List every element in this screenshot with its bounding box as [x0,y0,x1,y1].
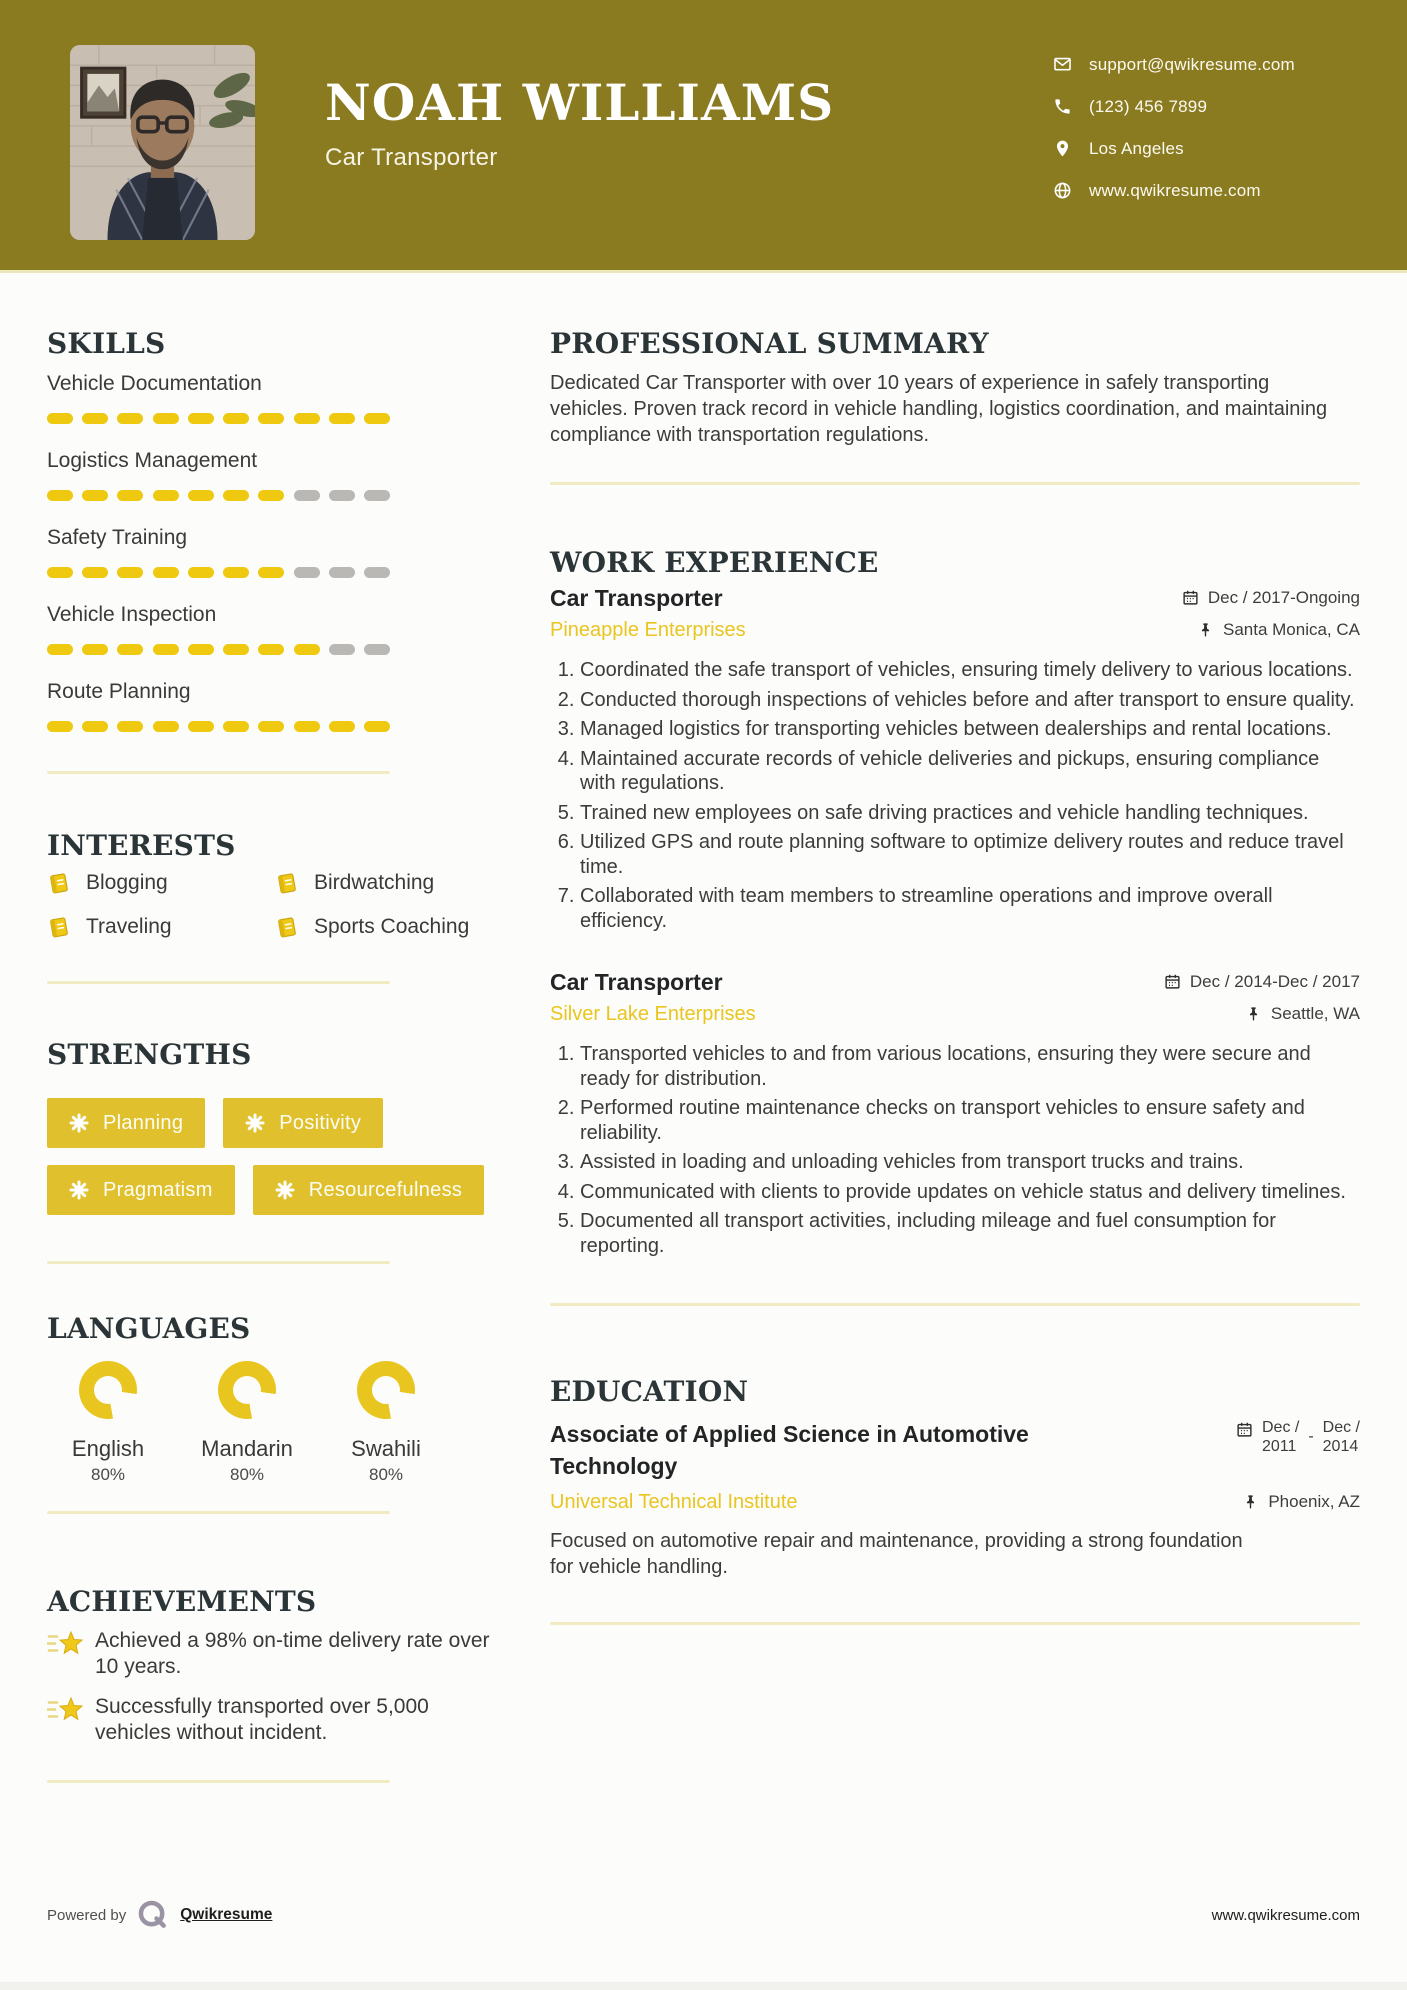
strength-label: Resourcefulness [308,1178,463,1201]
starburst-icon [275,1180,295,1200]
section-divider [47,771,390,774]
section-divider [47,981,390,984]
job-dates [1164,972,1360,992]
contact-phone[interactable] [1053,96,1295,117]
language-item [186,1361,308,1485]
starburst-icon [69,1180,89,1200]
sidebar-column [47,327,490,1783]
skill-item [47,526,390,578]
donut-hole [372,1376,400,1404]
section-divider [47,1261,390,1264]
language-donut-chart [218,1361,276,1419]
skills-section [47,328,390,732]
language-name: Swahili [351,1436,421,1461]
languages-heading: LANGUAGES [47,1312,251,1345]
job-bullet: 2. Performed routine maintenance checks on transport vehicles to ensure safety and reliability. [580,1096,1360,1145]
contact-phone-text: (123) 456 7899 [1089,96,1208,116]
skill-dash [364,644,390,655]
skill-dash [153,567,179,578]
education-location [1242,1492,1360,1512]
shooting-star-icon [47,1630,83,1657]
interests-list [47,870,507,940]
job-bullet: 3. Assisted in loading and unloading vehicles from transport trucks and trains. [580,1150,1360,1175]
book-icon [275,916,298,939]
pushpin-icon [1245,1006,1262,1023]
job-bullet: 5. Trained new employees on safe driving practices and vehicle handling techniques. [580,801,1360,826]
skill-item [47,372,390,424]
skill-dash [294,413,320,424]
institution-name: Universal Technical Institute [550,1491,798,1513]
skill-dash [258,567,284,578]
donut-hole [233,1376,261,1404]
book-icon [275,872,298,895]
job-bullet: 6. Utilized GPS and route planning software to optimize delivery routes and reduce travel time. [580,830,1360,879]
pushpin-icon [1242,1494,1259,1511]
skill-dash [117,644,143,655]
skill-dash [117,567,143,578]
shooting-star-icon [47,1696,83,1723]
job-bullet: 4. Maintained accurate records of vehicle deliveries and pickups, ensuring compliance with regulations. [580,747,1360,796]
globe-icon [1053,181,1072,200]
skill-dash [47,721,73,732]
education-date-to: Dec / [1322,1419,1360,1436]
powered-by-label: Powered by [47,1906,127,1924]
job-location [1197,620,1360,640]
job-location-text: Santa Monica, CA [1222,620,1360,639]
job-location [1245,1004,1360,1024]
strength-badge [47,1165,235,1215]
work-experience-section [550,547,1360,1306]
skill-dash [329,413,355,424]
skill-label: Vehicle Documentation [47,372,262,395]
education-date-from: Dec / [1261,1419,1300,1436]
skill-dash [258,413,284,424]
job-bullet-list [550,658,1360,933]
strengths-heading: STRENGTHS [47,1038,252,1071]
summary-section [550,328,1360,485]
skill-dash [329,567,355,578]
skill-dash [364,721,390,732]
achievement-item [47,1694,502,1746]
skill-dash [223,721,249,732]
interest-item [275,870,507,896]
skill-dash [258,490,284,501]
skill-level-bar [47,644,390,655]
job-bullet: 2. Conducted thorough inspections of vehicles before and after transport to ensure quality. [580,688,1360,713]
contact-website[interactable] [1053,180,1295,201]
skill-dash [294,567,320,578]
language-percent: 80% [90,1465,126,1484]
skill-dash [223,490,249,501]
degree-title: Associate of Applied Science in Automotive Technology [550,1421,1029,1479]
skill-dash [153,644,179,655]
job-title: Car Transporter [550,585,723,611]
achievement-item [47,1628,502,1680]
job-dates [1182,588,1360,608]
skill-label: Safety Training [47,526,188,549]
person-title: Car Transporter [325,144,498,171]
section-divider [550,1303,1360,1306]
job-bullet: 7. Collaborated with team members to streamline operations and improve overall efficiency. [580,884,1360,933]
strength-badge [253,1165,484,1215]
skill-dash [329,721,355,732]
skill-dash [329,644,355,655]
strengths-list [47,1098,517,1215]
skill-dash [364,567,390,578]
skill-dash [117,490,143,501]
phone-icon [1053,97,1072,116]
language-item [47,1361,169,1485]
skill-item [47,680,390,732]
skill-dash [223,567,249,578]
skill-label: Logistics Management [47,449,258,472]
skill-dash [47,413,73,424]
donut-hole [94,1376,122,1404]
qwikresume-logo-icon [136,1898,170,1932]
language-item [325,1361,447,1485]
interest-label: Birdwatching [314,871,435,894]
skill-dash [188,567,214,578]
job-bullet: 1. Coordinated the safe transport of vehicles, ensuring timely delivery to various locations. [580,658,1360,683]
achievement-text: Achieved a 98% on-time delivery rate over 10 years. [95,1629,490,1678]
company-name: Silver Lake Enterprises [550,1003,756,1025]
education-location-text: Phoenix, AZ [1268,1492,1360,1511]
interest-item [47,870,275,896]
languages-section [47,1261,421,1485]
page-bottom-edge [0,1982,1407,1990]
company-name: Pineapple Enterprises [550,619,746,641]
calendar-icon [1182,589,1199,606]
skill-level-bar [47,413,390,424]
pushpin-icon [1197,622,1214,639]
education-dates [1236,1418,1360,1482]
calendar-icon [1164,973,1181,990]
education-section [550,1376,1360,1625]
job-bullet: 4. Communicated with clients to provide updates on vehicle status and delivery timelines. [580,1180,1360,1205]
skill-dash [258,721,284,732]
skill-dash [294,644,320,655]
contact-location-text: Los Angeles [1089,138,1184,158]
footer [47,1898,1360,1932]
main-column [550,328,1360,1625]
contact-list [1053,54,1295,201]
language-name: Mandarin [201,1436,293,1461]
interests-section [47,771,470,940]
section-divider [47,1511,390,1514]
job-dates-text: Dec / 2014-Dec / 2017 [1189,971,1360,991]
interest-item [47,914,275,940]
footer-website-link[interactable]: www.qwikresume.com [1211,1906,1360,1924]
skill-level-bar [47,490,390,501]
skill-dash [364,413,390,424]
job-bullet: 1. Transported vehicles to and from various locations, ensuring they were secure and ready for distribution. [580,1042,1360,1091]
job-bullet-list [550,1042,1360,1258]
skill-dash [47,567,73,578]
skill-dash [223,413,249,424]
work-experience-heading: WORK EXPERIENCE [550,546,879,579]
skill-dash [82,490,108,501]
interest-label: Sports Coaching [314,915,470,938]
identity-block [325,73,835,172]
contact-location [1053,138,1295,159]
language-donut-chart [79,1361,137,1419]
achievements-section [47,1511,490,1783]
starburst-icon [69,1113,89,1133]
skill-dash [117,413,143,424]
achievements-heading: ACHIEVEMENTS [47,1585,317,1618]
book-icon [47,872,70,895]
job-entry [550,969,1360,1258]
strength-label: Planning [103,1111,184,1134]
language-name: English [71,1436,145,1461]
summary-heading: PROFESSIONAL SUMMARY [550,327,989,360]
skill-dash [188,413,214,424]
qwikresume-brand-link[interactable]: Qwikresume [180,1906,273,1923]
skill-dash [188,644,214,655]
location-icon [1053,139,1072,158]
contact-email-text: support@qwikresume.com [1089,54,1295,74]
job-title: Car Transporter [550,969,723,995]
header-band [0,0,1407,273]
skill-label: Route Planning [47,680,191,703]
interests-heading: INTERESTS [47,829,236,862]
skill-dash [47,644,73,655]
book-icon [47,916,70,939]
skill-item [47,603,390,655]
skill-level-bar [47,721,390,732]
email-icon [1053,55,1072,74]
skill-dash [294,721,320,732]
language-percent: 80% [368,1465,404,1484]
education-date-to-year: 2014 [1322,1438,1359,1455]
starburst-icon [245,1113,265,1133]
skill-dash [188,721,214,732]
strength-label: Positivity [279,1111,362,1134]
skill-dash [82,721,108,732]
section-divider [550,1622,1360,1625]
summary-text: Dedicated Car Transporter with over 10 years of experience in safely transporting vehicles. Proven track record in vehicle handling, logistics coordination, and maintaining compliance with transportation regulations. [550,372,1328,446]
skill-dash [153,490,179,501]
education-date-separator: - [1308,1428,1314,1445]
skill-dash [47,490,73,501]
skill-dash [188,490,214,501]
skill-dash [82,413,108,424]
skill-dash [294,490,320,501]
person-name: NOAH WILLIAMS [325,73,835,132]
skill-dash [223,644,249,655]
job-bullet: 5. Documented all transport activities, including mileage and fuel consumption for reporting. [580,1209,1360,1258]
skill-level-bar [47,567,390,578]
section-divider [47,1780,390,1783]
interest-item [275,914,507,940]
language-percent: 80% [229,1465,265,1484]
profile-photo [70,45,255,240]
skill-dash [153,413,179,424]
skill-item [47,449,390,501]
skills-heading: SKILLS [47,327,166,360]
strength-badge [223,1098,383,1148]
skill-dash [82,567,108,578]
achievement-text: Successfully transported over 5,000 vehicles without incident. [95,1695,429,1744]
job-bullet: 3. Managed logistics for transporting vehicles between dealerships and rental locations. [580,717,1360,742]
interest-label: Blogging [86,871,168,894]
contact-email[interactable] [1053,54,1295,75]
interest-label: Traveling [86,915,172,938]
strengths-section [47,981,463,1215]
language-donut-chart [357,1361,415,1419]
education-date-from-year: 2011 [1261,1438,1297,1455]
strength-label: Pragmatism [103,1178,213,1201]
skill-label: Vehicle Inspection [47,603,217,626]
languages-list [47,1361,447,1485]
job-dates-text: Dec / 2017-Ongoing [1207,587,1360,607]
strength-badge [47,1098,205,1148]
contact-website-text: www.qwikresume.com [1089,180,1261,200]
skill-dash [329,490,355,501]
job-entry [550,585,1360,933]
calendar-icon [1236,1421,1253,1438]
education-heading: EDUCATION [550,1375,749,1408]
profile-photo-illustration [70,45,255,240]
education-description: Focused on automotive repair and maintenance, providing a strong foundation for vehicle handling. [550,1530,1243,1578]
job-location-text: Seattle, WA [1270,1004,1360,1023]
skill-dash [258,644,284,655]
skill-dash [364,490,390,501]
skill-dash [153,721,179,732]
section-divider [550,482,1360,485]
skill-dash [117,721,143,732]
skill-dash [82,644,108,655]
